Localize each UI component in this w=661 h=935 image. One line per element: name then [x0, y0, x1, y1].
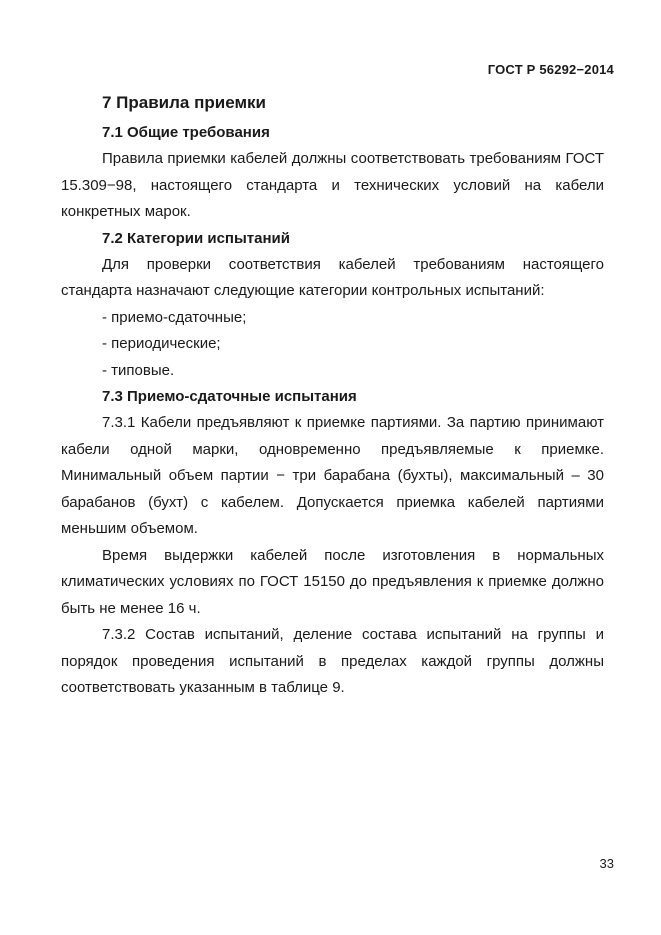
list-item: - типовые. [102, 361, 175, 379]
paragraph-7-3-1: 7.3.1 Кабели предъявляют к приемке партиями. За партию принимают кабели одной марки, одновременно предъявляемые к приемке. Минимальный объем партии − три барабана (бухты), максимальный – 30 барабанов (бухт) с кабелем. Допускается приемка кабелей партиями меньшим объемом. [61, 414, 604, 537]
paragraph-7-3-1-time: Время выдержки кабелей после изготовления в нормальных климатических условиях по ГОСТ 15150 до предъявления к приемке должно быть не менее 16 ч. [61, 546, 604, 617]
subsection-7-2-title: 7.2 Категории испытаний [102, 229, 290, 247]
subsection-7-1-title: 7.1 Общие требования [102, 124, 270, 141]
paragraph-7-2: Для проверки соответствия кабелей требованиям настоящего стандарта назначают следующие категории контрольных испытаний: [61, 255, 604, 299]
list-item: - периодические; [102, 335, 221, 352]
paragraph-7-3-2: 7.3.2 Состав испытаний, деление состава испытаний на группы и порядок проведения испытаний в пределах каждой группы должны соответствовать указанным в таблице 9. [61, 626, 604, 696]
page-content [61, 90, 604, 702]
list-item: - приемо-сдаточные; [102, 308, 247, 326]
subsection-7-3-title: 7.3 Приемо-сдаточные испытания [102, 388, 357, 405]
section-title: 7 Правила приемки [102, 93, 266, 112]
page-number: 33 [599, 856, 614, 871]
paragraph-7-1: Правила приемки кабелей должны соответствовать требованиям ГОСТ 15.309−98, настоящего стандарта и технических условий на кабели конкретных марок. [61, 150, 604, 220]
document-code: ГОСТ Р 56292−2014 [487, 62, 614, 77]
